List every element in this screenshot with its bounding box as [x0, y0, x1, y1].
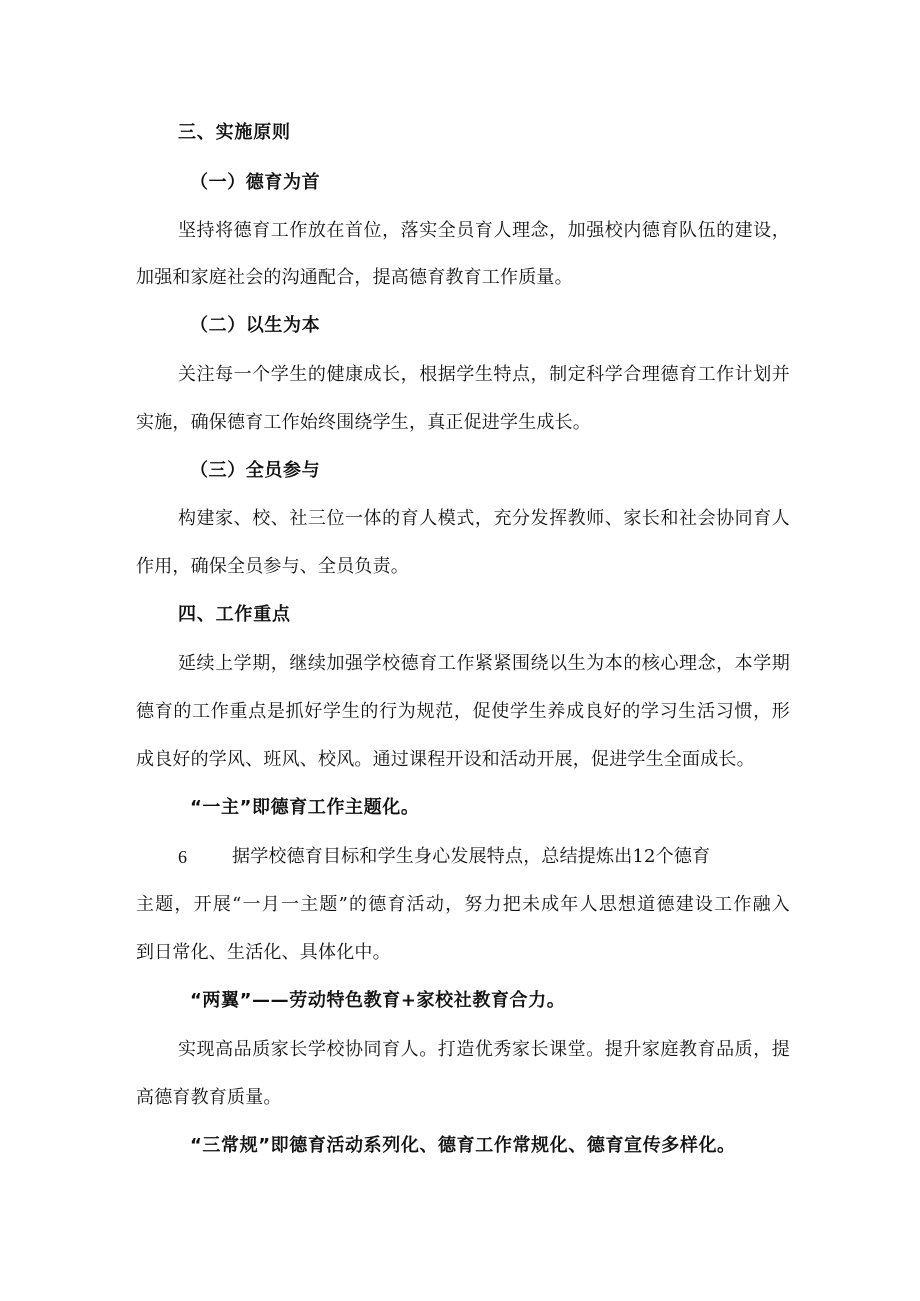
three-routines-heading: “三常规”即德育活动系列化、德育工作常规化、德育宣传多样化。: [190, 1135, 736, 1156]
principle-2-line-1: 关注每一个学生的健康成长，根据学生特点，制定科学合理德育工作计划并: [178, 364, 790, 385]
one-main-heading: “一主”即德育工作主题化。: [190, 797, 420, 818]
principle-1-line-1: 坚持将德育工作放在首位，落实全员育人理念，加强校内德育队伍的建设，: [178, 220, 790, 241]
two-wings-line-2: 高德育教育质量。: [136, 1087, 282, 1108]
principle-2-heading: （二）以生为本: [190, 315, 321, 336]
principle-3-line-1: 构建家、校、社三位一体的育人模式，充分发挥教师、家长和社会协同育人: [178, 508, 790, 529]
two-wings-heading: “两翼”——劳动特色教育+家校社教育合力。: [190, 990, 566, 1011]
one-main-line-1: 据学校德育目标和学生身心发展特点，总结提炼出12个德育: [232, 846, 711, 867]
principle-2-line-2: 实施，确保德育工作始终围绕学生，真正促进学生成长。: [136, 412, 591, 433]
section-4-title: 四、工作重点: [178, 604, 291, 625]
focus-intro-line-2: 德育的工作重点是抓好学生的行为规范，促使学生养成良好的学习生活习惯，形: [136, 701, 790, 722]
focus-intro-line-1: 延续上学期，继续加强学校德育工作紧紧围绕以生为本的核心理念，本学期: [178, 653, 790, 674]
one-main-line-2: 主题，开展“一月一主题”的德育活动，努力把未成年人思想道德建设工作融入: [136, 894, 790, 915]
one-main-line-3: 到日常化、生活化、具体化中。: [136, 942, 391, 963]
section-3-title: 三、实施原则: [178, 122, 291, 143]
one-main-number: 6: [178, 847, 188, 867]
two-wings-line-1: 实现高品质家长学校协同育人。打造优秀家长课堂。提升家庭教育品质，提: [178, 1039, 790, 1060]
principle-1-heading: （一）德育为首: [190, 172, 321, 193]
principle-3-heading: （三）全员参与: [190, 460, 321, 481]
focus-intro-line-3: 成良好的学风、班风、校风。通过课程开设和活动开展，促进学生全面成长。: [136, 749, 755, 770]
principle-1-line-2: 加强和家庭社会的沟通配合，提高德育教育工作质量。: [136, 267, 573, 288]
principle-3-line-2: 作用，确保全员参与、全员负责。: [136, 556, 409, 577]
